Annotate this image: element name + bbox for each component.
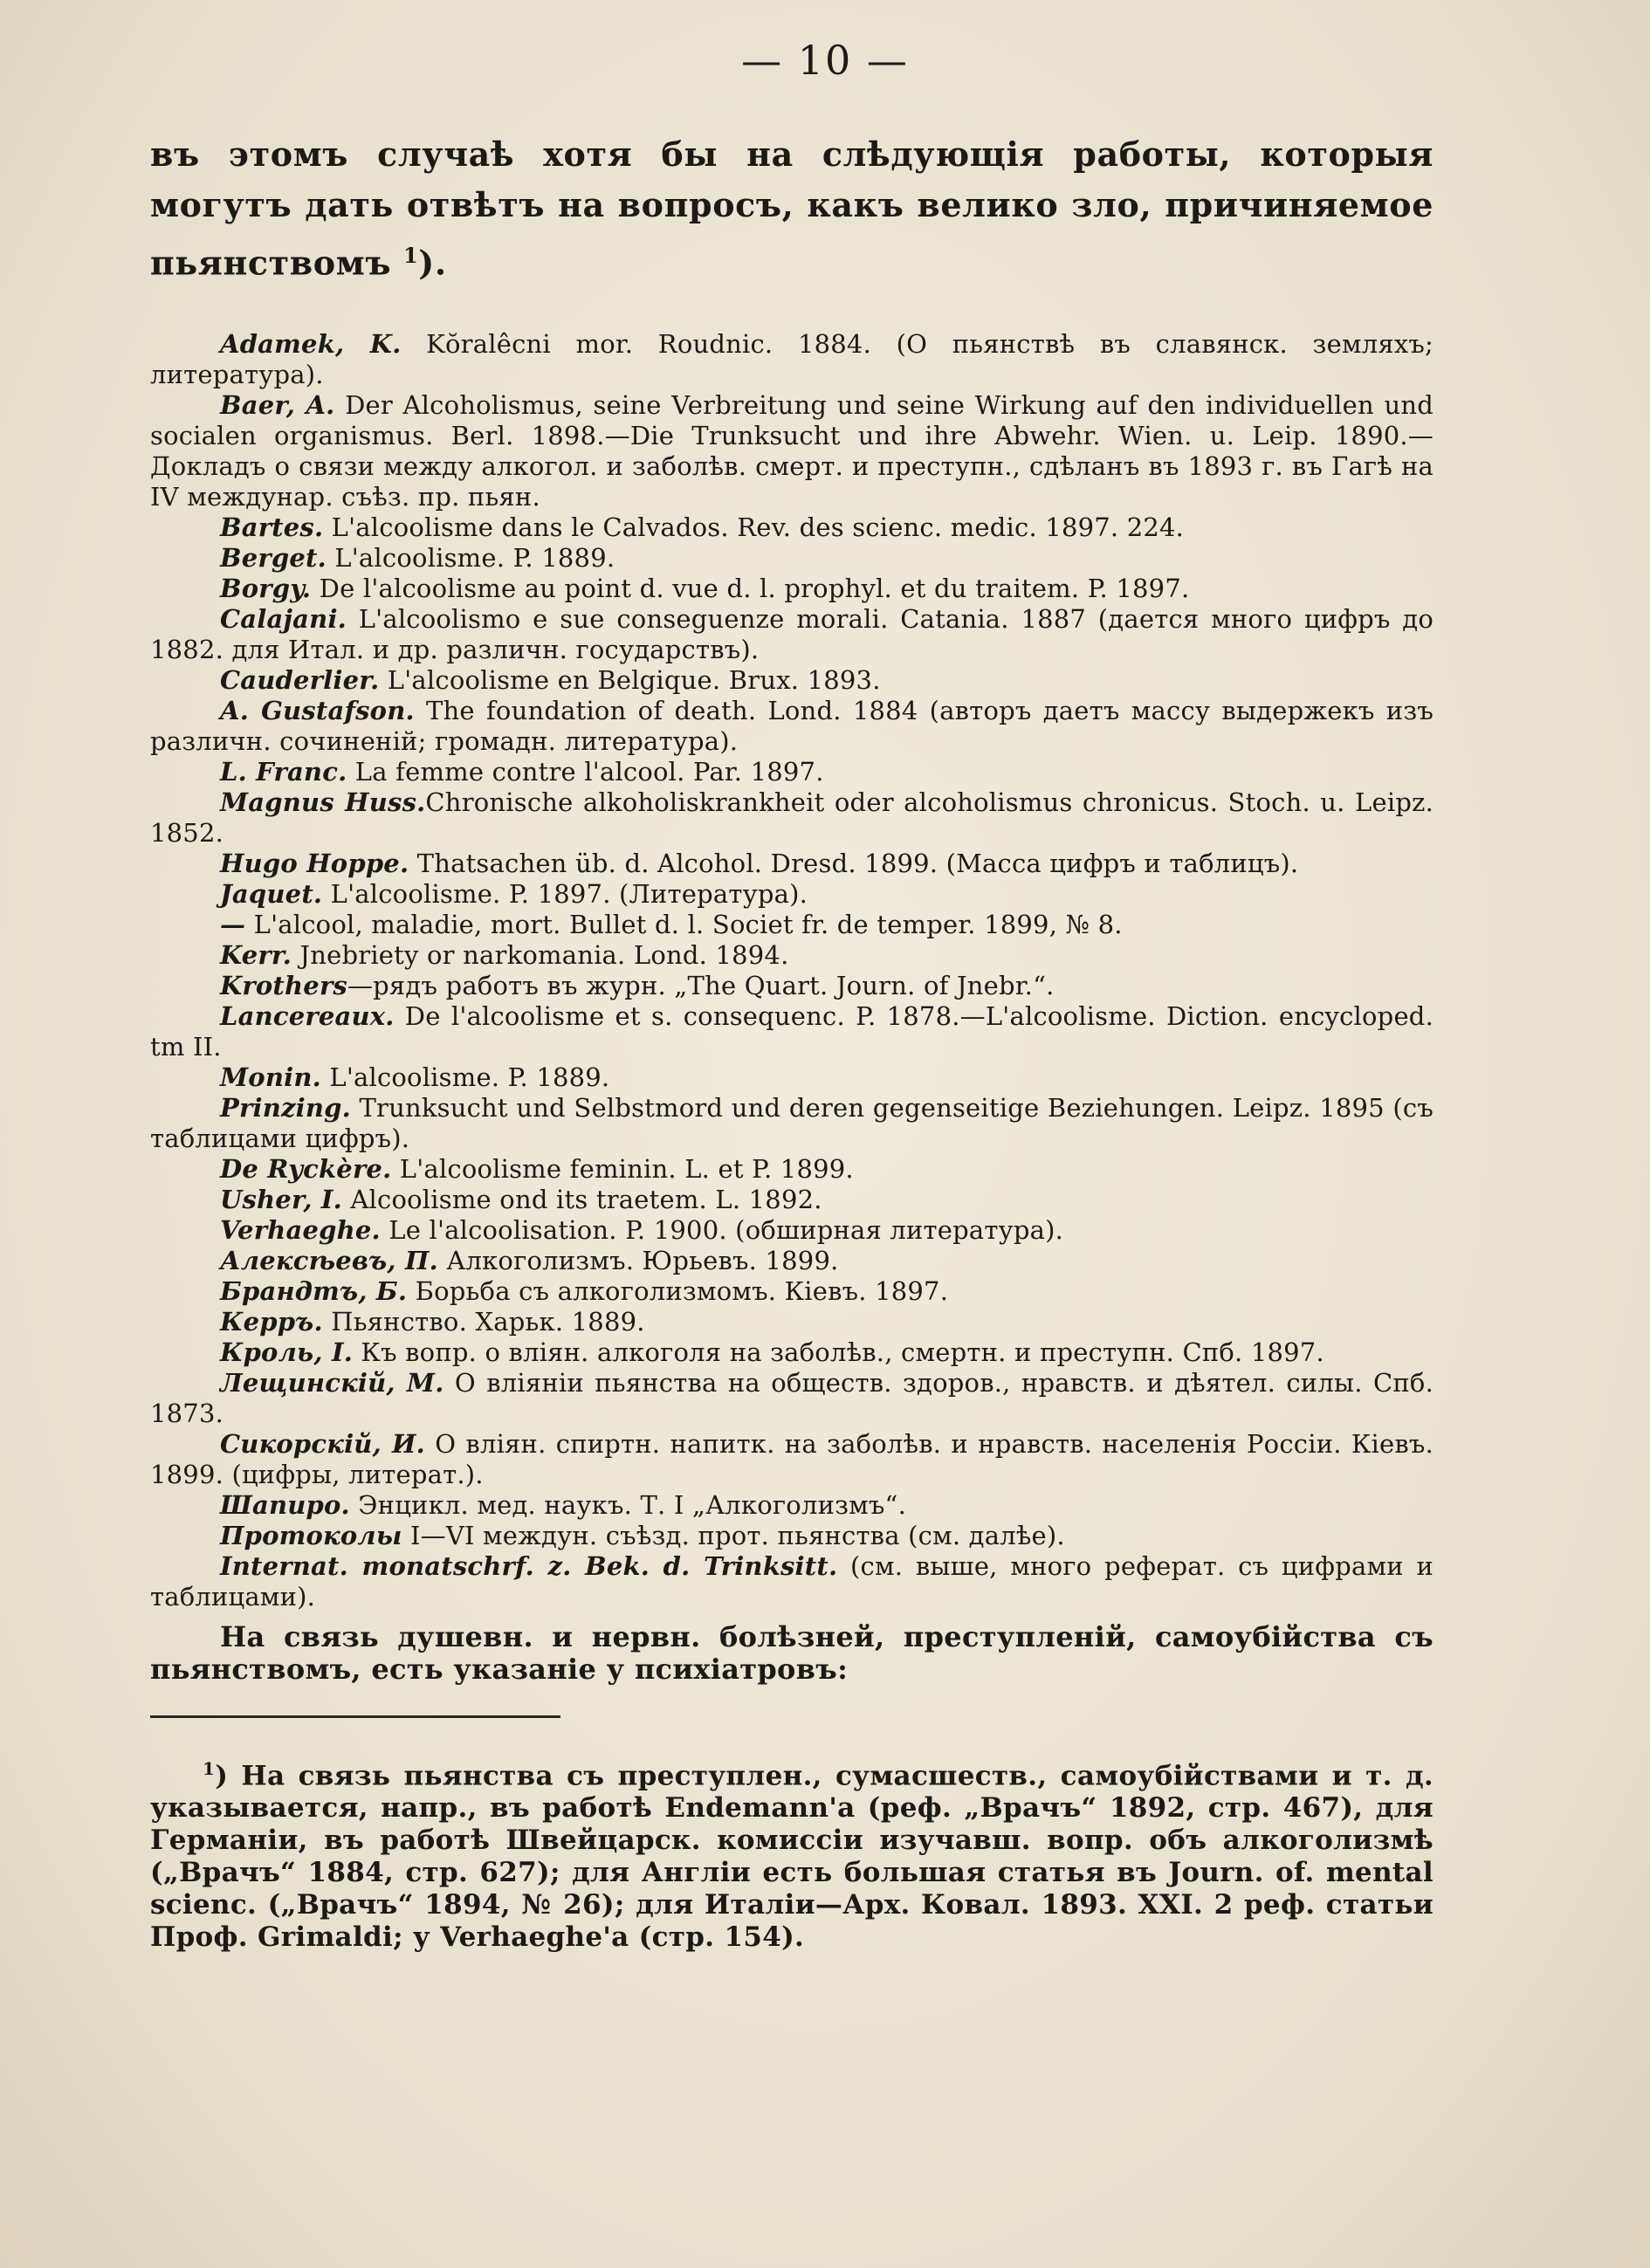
entry-text: L'alcoolisme. P. 1897. (Литература).: [322, 878, 808, 909]
entry-author: Magnus Huss.: [220, 787, 426, 817]
entry-text: L'alcoolisme dans le Calvados. Rev. des scienc. medic. 1897. 224.: [323, 512, 1185, 542]
bibliography-entry: [150, 329, 1433, 390]
entry-author: Сикорскій, И.: [220, 1428, 425, 1459]
page-number: — 10 —: [741, 37, 909, 84]
entry-text: Борьба съ алкоголизмомъ. Кіевъ. 1897.: [407, 1275, 949, 1306]
intro-text: въ этомъ случаѣ хотя бы на слѣдующія работы, которыя могутъ дать отвѣтъ на вопросъ, какъ велико зло, причиняемое пьянствомъ: [150, 134, 1433, 283]
bibliography-entry: [150, 390, 1433, 512]
bibliography-entry: [150, 1551, 1433, 1612]
bibliography-entry: [150, 971, 1433, 1001]
entry-author: Cauderlier.: [220, 664, 380, 695]
entry-author: Baer, A.: [220, 389, 335, 420]
entry-text: Trunksucht und Selbstmord und deren gegenseitige Beziehungen. Leipz. 1895 (съ таблицами цифръ).: [150, 1092, 1433, 1153]
entry-text: Alcoolisme ond its traetem. L. 1892.: [341, 1184, 822, 1214]
bibliography-entry: [150, 879, 1433, 910]
entry-text: La femme contre l'alcool. Par. 1897.: [347, 756, 824, 787]
bibliography-entry: [150, 910, 1433, 940]
entry-text: Chronische alkoholiskrankheit oder alcoholismus chronicus. Stoch. u. Leipz. 1852.: [150, 787, 1433, 848]
bibliography-entry: [150, 512, 1433, 543]
bibliography-entry: [150, 1429, 1433, 1490]
entry-author: —: [220, 909, 246, 939]
entry-author: Lancereaux.: [220, 1000, 395, 1031]
entry-author: Borgy.: [220, 573, 312, 603]
entry-author: Krothers: [220, 970, 347, 1000]
bibliography-entry: [150, 1368, 1433, 1429]
entry-author: Verhaeghe.: [220, 1214, 381, 1245]
entry-author: Calajani.: [220, 603, 347, 634]
bibliography-entry: [150, 1185, 1433, 1215]
intro-paragraph: [150, 129, 1433, 289]
entry-text: Энцикл. мед. наукъ. Т. I „Алкоголизмъ“.: [349, 1489, 906, 1520]
bibliography-entry: [150, 665, 1433, 696]
entry-author: Hugo Hoppe.: [220, 848, 409, 878]
bibliography-entry: [150, 757, 1433, 787]
closing-paragraph: На связь душевн. и нервн. болѣзней, преступленій, самоубійства съ пьянствомъ, есть указаніе у психіатровъ:: [150, 1619, 1433, 1686]
entry-author: Berget.: [220, 542, 327, 573]
bibliography-entry: [150, 787, 1433, 849]
entry-author: Керръ.: [220, 1306, 323, 1337]
page-content: [150, 129, 1433, 1954]
bibliography-entry: [150, 1154, 1433, 1185]
entry-author: Kerr.: [220, 939, 292, 970]
entry-text: L'alcool, maladie, mort. Bullet d. l. Societ fr. de temper. 1899, № 8.: [245, 909, 1123, 939]
bibliography-entry: [150, 940, 1433, 971]
entry-author: Internat. monatschrf. z. Bek. d. Trinksitt.: [220, 1550, 838, 1581]
entry-text: —рядъ работъ въ журн. „The Quart. Journ. of Jnebr.“.: [347, 970, 1055, 1000]
entry-author: L. Franc.: [220, 756, 347, 787]
entry-text: L'alcoolisme en Belgique. Brux. 1893.: [379, 664, 881, 695]
bibliography-entry: [150, 1307, 1433, 1337]
bibliography-entry: [150, 849, 1433, 879]
footnote: [150, 1753, 1433, 1954]
footnote-text: ) На связь пьянства съ преступлен., сумасшеств., самоубійствами и т. д. указывается, напр., въ работѣ Endemann'a (реф. „Врачъ“ 1892, стр. 467), для Германіи, въ работѣ Швейцарск. комиссіи изучавш. вопр. объ алкоголизмѣ („Врачъ“ 1884, стр. 627); для Англіи есть большая статья въ Journ. of. mental scienc. („Врачъ“ 1894, № 26); для Италіи—Арх. Ковал. 1893. XXI. 2 реф. статьи Проф. Grimaldi; у Verhaeghe'a (стр. 154).: [150, 1759, 1433, 1953]
footnote-divider: [150, 1715, 560, 1718]
entry-text: The foundation of death. Lond. 1884 (авторъ даетъ массу выдержекъ изъ различн. сочиненій; громадн. литература).: [150, 695, 1433, 756]
entry-text: I—VI междун. съѣзд. прот. пьянства (см. далѣе).: [402, 1520, 1065, 1550]
footnote-marker: 1: [203, 1757, 216, 1779]
bibliography-entry: [150, 1337, 1433, 1368]
bibliography-entry: [150, 1001, 1433, 1062]
entry-text: Thatsachen üb. d. Alcohol. Dresd. 1899. (Масса цифръ и таблицъ).: [409, 848, 1299, 878]
bibliography-entry: [150, 1215, 1433, 1246]
entry-text: Пьянство. Харьк. 1889.: [322, 1306, 645, 1337]
entry-text: Der Alcoholismus, seine Verbreitung und seine Wirkung auf den individuellen und socialen organismus. Berl. 1898.—Die Trunksucht und ihre Abwehr. Wien. u. Leip. 1890.—Докладъ о связи между алкогол. и заболѣв. смерт. и преступн., сдѣланъ въ 1893 г. въ Гагѣ на IV междунар. съѣз. пр. пьян.: [150, 389, 1433, 512]
entry-author: Adamek, K.: [220, 328, 402, 359]
entry-text: (см. выше, много реферат. съ цифрами и таблицами).: [150, 1550, 1434, 1612]
entry-text: О вліяніи пьянства на обществ. здоров., нравств. и дѣятел. силы. Спб. 1873.: [150, 1367, 1433, 1428]
entry-text: De l'alcoolisme au point d. vue d. l. prophyl. et du traitem. P. 1897.: [311, 573, 1190, 603]
intro-closing-punctuation: ).: [418, 243, 447, 283]
entry-text: Le l'alcoolisation. P. 1900. (обширная литература).: [380, 1214, 1064, 1245]
bibliography-entry: [150, 604, 1433, 665]
entry-author: Шапиро.: [220, 1489, 350, 1520]
entry-text: Kŏralêcni mor. Roudnic. 1884. (О пьянствѣ въ славянск. земляхъ; литература).: [150, 328, 1433, 389]
bibliography-entry: [150, 1093, 1433, 1154]
entry-text: L'alcoolisme feminin. L. et P. 1899.: [391, 1153, 854, 1184]
entry-author: Usher, I.: [220, 1184, 342, 1214]
entry-author: Брандтъ, Б.: [220, 1275, 408, 1306]
bibliography-entry: [150, 1062, 1433, 1093]
entry-text: L'alcoolisme. P. 1889.: [320, 1062, 610, 1092]
entry-text: L'alcoolismo e sue conseguenze morali. Catania. 1887 (дается много цифръ до 1882. для Итал. и др. различн. государствъ).: [150, 603, 1433, 664]
entry-author: Monin.: [220, 1062, 321, 1092]
bibliography-entry: [150, 543, 1433, 574]
entry-text: Jnebriety or narkomania. Lond. 1894.: [292, 939, 789, 970]
bibliography-entry: [150, 696, 1433, 757]
entry-text: Алкоголизмъ. Юрьевъ. 1899.: [437, 1245, 839, 1275]
entry-text: L'alcoolisme. P. 1889.: [326, 542, 615, 573]
bibliography-entry: [150, 1521, 1433, 1551]
bibliography-entry: [150, 1490, 1433, 1521]
entry-author: Протоколы: [220, 1520, 402, 1550]
bibliography-list: [150, 329, 1433, 1612]
entry-text: De l'alcoolisme et s. consequenc. P. 1878.—L'alcoolisme. Diction. encycloped. tm II.: [150, 1000, 1433, 1062]
entry-author: Bartes.: [220, 512, 324, 542]
entry-author: A. Gustafson.: [220, 695, 415, 725]
entry-author: Лещинскій, М.: [220, 1367, 444, 1398]
entry-author: Prinzing.: [220, 1092, 351, 1123]
entry-author: Jaquet.: [220, 878, 323, 909]
footnote-reference: 1: [402, 243, 419, 268]
bibliography-entry: [150, 574, 1433, 604]
entry-text: Къ вопр. о вліян. алкоголя на заболѣв., смертн. и преступн. Спб. 1897.: [353, 1337, 1324, 1367]
entry-author: Алексѣевъ, П.: [220, 1245, 438, 1275]
bibliography-entry: [150, 1246, 1433, 1276]
entry-text: О вліян. спиртн. напитк. на заболѣв. и нравств. населенія Россіи. Кіевъ. 1899. (цифры, литерат.).: [150, 1428, 1433, 1489]
bibliography-entry: [150, 1276, 1433, 1307]
entry-author: De Ryckère.: [220, 1153, 392, 1184]
entry-author: Кроль, І.: [220, 1337, 354, 1367]
